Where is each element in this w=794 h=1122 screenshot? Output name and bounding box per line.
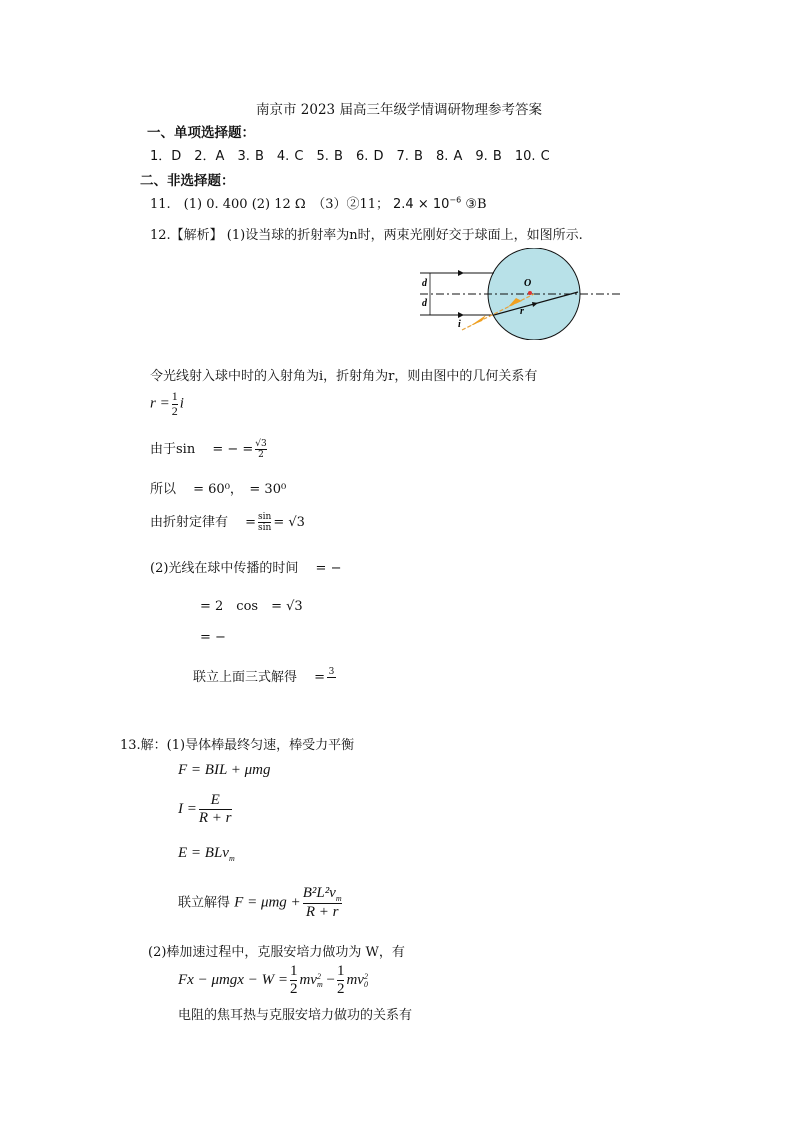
work-mv1: mv: [299, 972, 317, 989]
label-i: i: [458, 319, 461, 330]
work-mv1-sub: m: [316, 979, 323, 989]
E-sub: m: [228, 854, 235, 863]
label-r: r: [520, 306, 524, 317]
work-minus: −: [326, 972, 335, 989]
bottom-ray-arrow: [458, 312, 464, 318]
q12-eq-r: [150, 390, 184, 419]
center-point: [528, 291, 532, 295]
solve-prefix: 联立解得: [178, 895, 231, 911]
work-mv1-sup: 2: [316, 971, 321, 981]
solve-num-base: B²L²v: [302, 885, 336, 901]
snell-prefix: 由折射定律有 =: [150, 515, 257, 530]
solve-num-sub: m: [335, 894, 342, 903]
sin-num: √3: [255, 438, 267, 449]
q11-value-exp: −6: [449, 195, 462, 205]
q11-prefix: 11. (1) 0. 400 (2) 12 Ω （3）②11；: [150, 197, 390, 212]
q13-part2: (2)棒加速过程中，克服安培力做功为 W，有: [148, 945, 405, 960]
work-half2: [337, 963, 345, 999]
E-expr: E = BLv: [178, 845, 229, 861]
work-mv1-scripts: [317, 973, 323, 989]
solve-fraction: [303, 885, 342, 921]
page-title: 南京市 2023 届高三年级学情调研物理参考答案: [256, 102, 542, 118]
top-ray-arrow: [458, 270, 464, 276]
combine-den: [327, 677, 336, 688]
q12-part2: (2)光线在球中传播的时间 = −: [150, 561, 342, 576]
work-mv2-scripts: [364, 973, 368, 989]
q12-angles-line: 令光线射入球中时的入射角为i，折射角为r，则由图中的几何关系有: [150, 369, 538, 384]
r-fraction: [172, 390, 178, 419]
q13-eq-E: [178, 845, 235, 863]
I-den: R + r: [198, 810, 232, 827]
sin-prefix: 由于sin = − =: [150, 442, 254, 457]
work-half1: [290, 963, 298, 999]
q11-value-base: 2.4 × 10: [393, 197, 450, 212]
q12-intro: 12.【解析】 (1)设当球的折射率为n时，两束光刚好交于球面上，如图所示.: [150, 228, 583, 243]
work-mv2-sub: 0: [363, 979, 368, 989]
sin-fraction: [255, 439, 266, 461]
section1-heading: 一、单项选择题：: [147, 125, 255, 141]
q11-answer: [150, 193, 487, 212]
r-lhs: r =: [150, 395, 170, 412]
work-half1-den: 2: [289, 981, 298, 998]
work-mv2-sup: 2: [363, 971, 368, 981]
combine-prefix: 联立上面三式解得 =: [193, 670, 326, 685]
angle-i-mark: [470, 315, 486, 326]
snell-den: sin: [258, 523, 272, 533]
r-num: 1: [171, 389, 178, 403]
q13-solve: [178, 885, 344, 921]
q12-snell-line: [150, 511, 305, 533]
q12-eq3: = −: [200, 630, 226, 645]
solve-num: [303, 885, 342, 903]
q12-combine: [193, 666, 338, 688]
combine-num: 3: [328, 666, 335, 677]
snell-fraction: [258, 512, 271, 534]
q12-angles-result: 所以 = 60⁰， = 30⁰: [150, 482, 287, 497]
refraction-figure: [412, 248, 622, 340]
work-half2-num: 1: [336, 963, 345, 979]
q13-eq-I: [178, 792, 234, 828]
q12-sin-line: [150, 438, 269, 460]
mc-answers: 1．D 2．A 3. B 4. C 5. B 6. D 7. B 8. A 9. B 10. C: [150, 149, 550, 164]
work-half1-num: 1: [289, 963, 298, 979]
work-half2-den: 2: [336, 981, 345, 998]
q13-intro: 13.解：(1)导体棒最终匀速，棒受力平衡: [120, 738, 355, 753]
snell-num: sin: [258, 511, 272, 522]
q13-eq-F: F = BIL + μmg: [178, 762, 271, 778]
work-mv2: mv: [346, 972, 364, 989]
solve-den: R + r: [303, 903, 342, 921]
combine-fraction: [327, 667, 336, 689]
q12-eq2: = 2 cos = √3: [200, 599, 303, 614]
I-lhs: I =: [178, 801, 197, 818]
I-num: E: [210, 792, 220, 808]
sin-den: 2: [255, 449, 266, 460]
I-fraction: [199, 792, 232, 828]
label-O: O: [524, 278, 532, 289]
solve-expr: F = μmg +: [234, 894, 301, 911]
q11-suffix: ③B: [461, 197, 487, 212]
q13-work-eq: [178, 963, 368, 999]
q11-value: [393, 197, 461, 212]
r-den: 2: [171, 403, 178, 418]
label-d2: d: [422, 298, 427, 309]
section2-heading: 二、非选择题：: [140, 173, 235, 189]
label-d1: d: [422, 278, 427, 289]
r-var: i: [179, 395, 184, 412]
q13-heat-line: 电阻的焦耳热与克服安培力做功的关系有: [178, 1008, 413, 1023]
snell-suffix: = √3: [273, 515, 305, 530]
work-lhs: Fx − μmgx − W =: [178, 972, 288, 989]
